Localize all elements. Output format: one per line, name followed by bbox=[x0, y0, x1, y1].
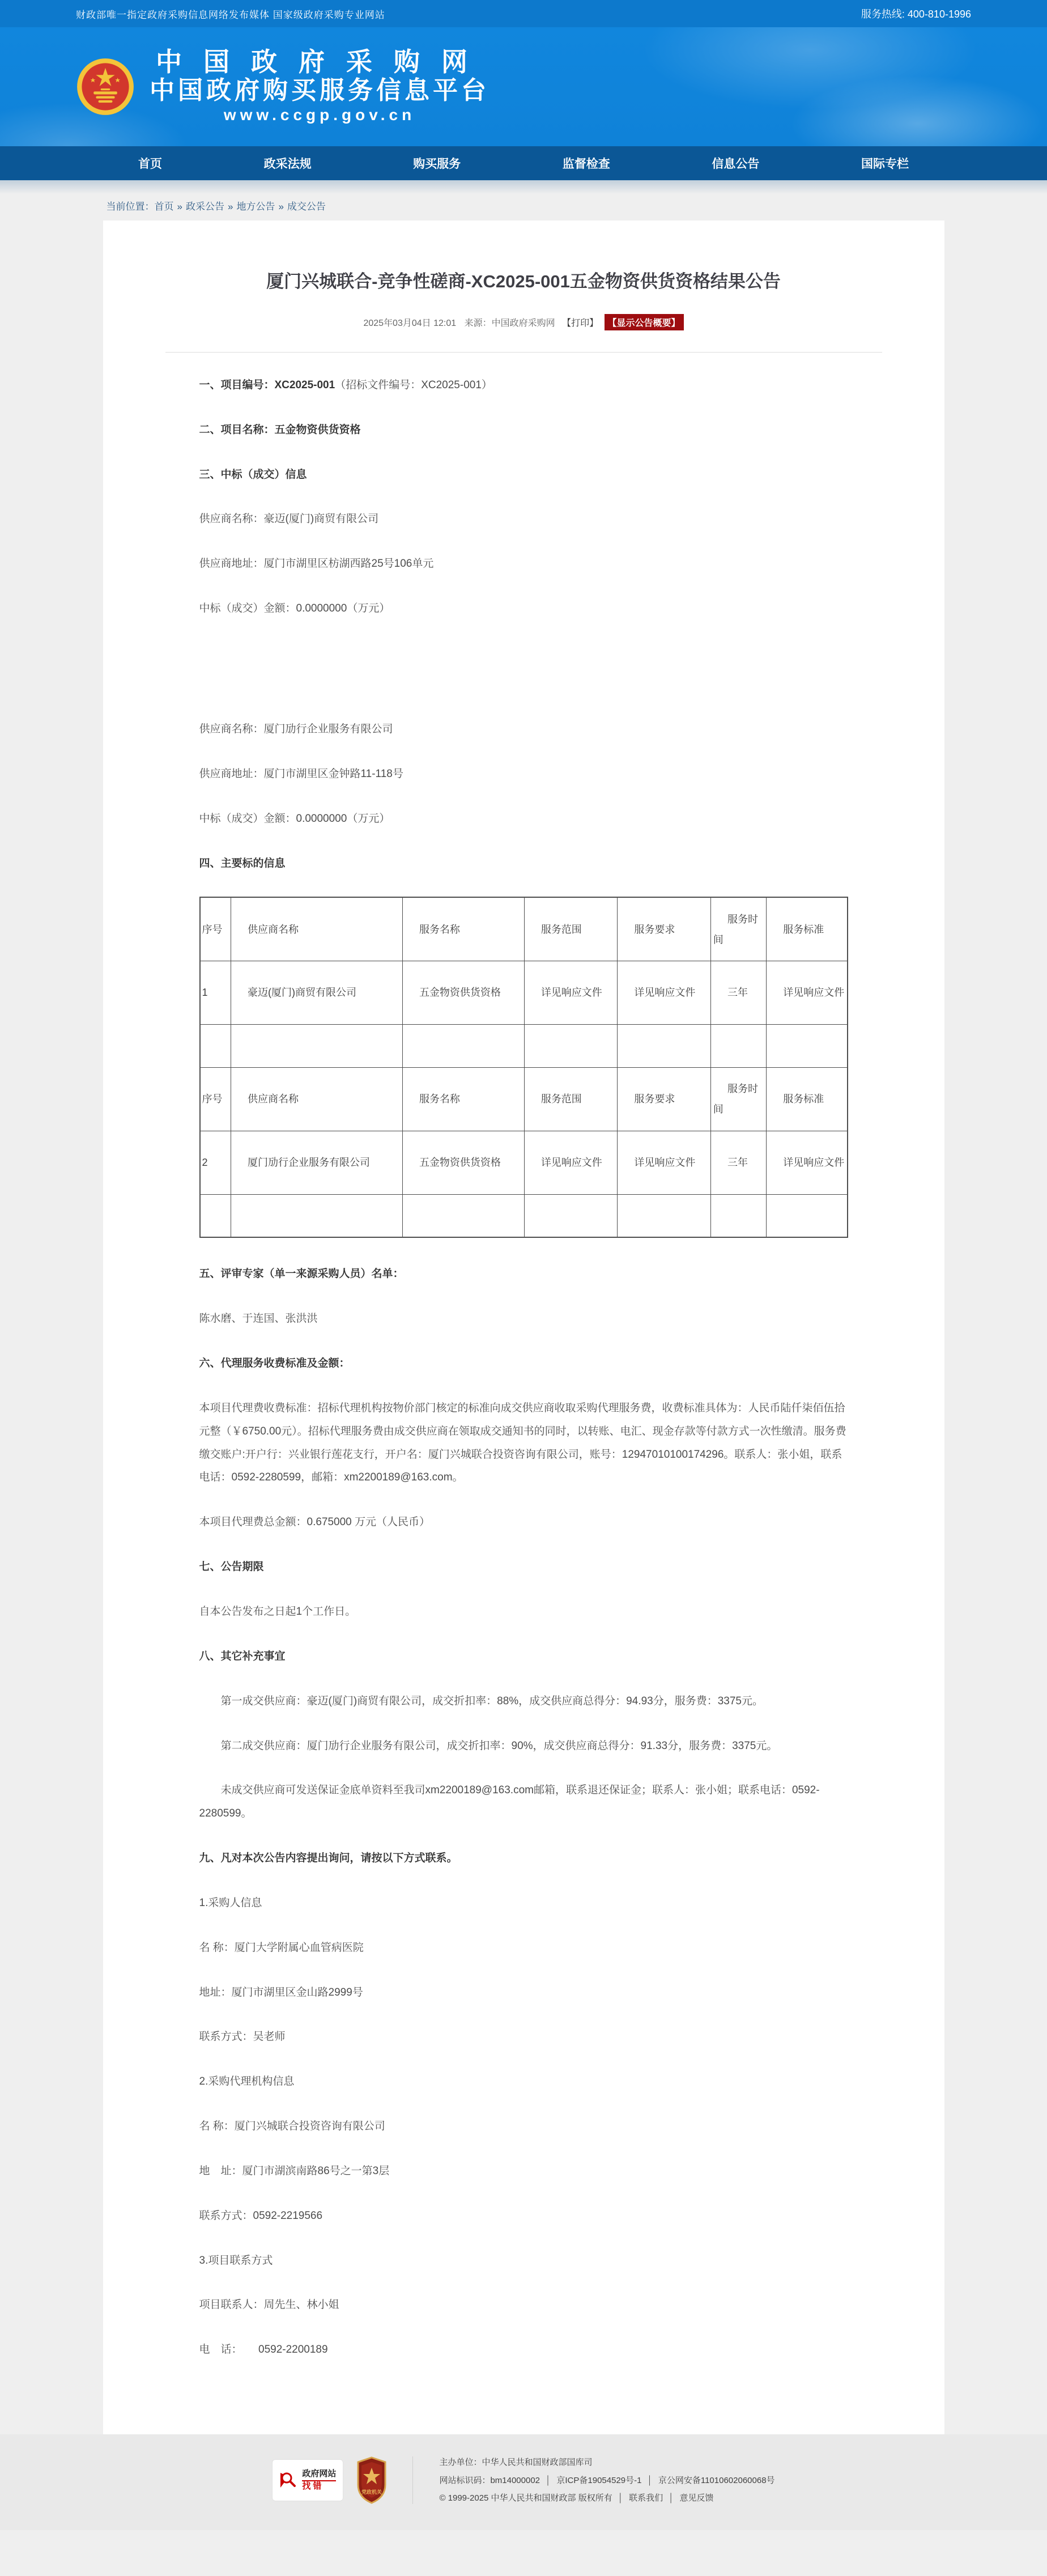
site-slogan: 财政部唯一指定政府采购信息网络发布媒体 国家级政府采购专业网站 bbox=[76, 9, 385, 20]
breadcrumb-item[interactable]: 首页 bbox=[154, 201, 174, 212]
main-nav bbox=[0, 146, 1047, 180]
table-row-data bbox=[200, 961, 848, 1024]
table-cell bbox=[231, 1194, 402, 1237]
content-paragraph: 供应商名称：豪迈(厦门)商贸有限公司 bbox=[199, 513, 379, 525]
nav-item-监督检查[interactable]: 监督检查 bbox=[562, 158, 610, 171]
breadcrumb-separator: » bbox=[177, 201, 182, 212]
article-card bbox=[103, 220, 944, 2434]
content-paragraph: 本项目代理费总金额：0.675000 万元（人民币） bbox=[199, 1516, 431, 1529]
badge-line2: 找错 bbox=[302, 2481, 324, 2492]
page-title: 厦门兴城联合-竞争性磋商-XC2025-001五金物资供货资格结果公告 bbox=[266, 271, 781, 291]
content-paragraph: 供应商地址：厦门市湖里区枋湖西路25号106单元 bbox=[199, 558, 434, 570]
table-cell: 五金物资供货资格 bbox=[402, 1131, 524, 1194]
footer-inner bbox=[184, 2454, 863, 2507]
content-paragraph: 第一成交供应商：豪迈(厦门)商贸有限公司，成交折扣率：88%，成交供应商总得分：94.93分，服务费：3375元。 bbox=[220, 1695, 763, 1707]
content-heading-text: 八、其它补充事宜 bbox=[199, 1650, 286, 1662]
title-divider bbox=[165, 352, 882, 353]
table-cell: 详见响应文件 bbox=[618, 1131, 711, 1194]
breadcrumb-separator: » bbox=[227, 201, 233, 212]
content-paragraph: 联系方式：吴老师 bbox=[199, 2031, 286, 2043]
table-cell: 三年 bbox=[710, 961, 766, 1024]
content-heading-text: 六、代理服务收费标准及金额： bbox=[199, 1357, 350, 1370]
site-logo-text bbox=[150, 48, 490, 126]
footer-text-part: 京公网安备11010602060068号 bbox=[658, 2475, 775, 2485]
table-cell: 详见响应文件 bbox=[524, 961, 618, 1024]
content-paragraph: 自本公告发布之日起1个工作日。 bbox=[199, 1605, 356, 1618]
magnifier-icon bbox=[279, 2471, 299, 2490]
content-paragraph: 供应商地址：厦门市湖里区金钟路11-118号 bbox=[199, 767, 403, 780]
footer-line bbox=[439, 2489, 774, 2507]
nav-item-信息公告[interactable]: 信息公告 bbox=[712, 158, 760, 171]
content-paragraph: 1.采购人信息 bbox=[199, 1896, 262, 1909]
content-heading-text: 三、中标（成交）信息 bbox=[199, 468, 307, 481]
content-heading-text: 四、主要标的信息 bbox=[199, 857, 286, 869]
table-cell: 详见响应文件 bbox=[524, 1131, 618, 1194]
content-heading bbox=[199, 464, 848, 487]
show-summary-button[interactable]: 【显示公告概要】 bbox=[605, 314, 684, 330]
table-cell: 服务范围 bbox=[524, 897, 618, 961]
content-heading-text: 七、公告期限 bbox=[199, 1561, 264, 1573]
breadcrumb-item[interactable]: 地方公告 bbox=[236, 201, 275, 212]
table-cell: 详见响应文件 bbox=[767, 1131, 848, 1194]
content-paragraph: 未成交供应商可发送保证金底单资料至我司xm2200189@163.com邮箱，联系退还保证金；联系人：张小姐；联系电话：0592-2280599。 bbox=[199, 1784, 820, 1820]
table-cell bbox=[231, 1024, 402, 1067]
content-heading-suffix: （招标文件编号：XC2025-001） bbox=[335, 379, 492, 391]
article-meta bbox=[199, 314, 848, 330]
table-cell: 三年 bbox=[710, 1131, 766, 1194]
footer-separator: │ bbox=[669, 2493, 674, 2503]
table-cell: 详见响应文件 bbox=[618, 961, 711, 1024]
table-cell: 供应商名称 bbox=[231, 897, 402, 961]
content-heading bbox=[199, 852, 848, 876]
content-heading bbox=[199, 1847, 848, 1870]
table-cell bbox=[524, 1194, 618, 1237]
table-row-header bbox=[200, 897, 848, 961]
content-heading bbox=[199, 374, 848, 397]
table-cell: 服务名称 bbox=[402, 1067, 524, 1131]
content-heading bbox=[199, 1645, 848, 1669]
banner-inner bbox=[76, 27, 971, 146]
article-source: 来源：中国政府采购网 bbox=[464, 318, 555, 328]
content-paragraph: 电 话： 0592-2200189 bbox=[199, 2344, 328, 2356]
content-paragraph: 3.项目联系方式 bbox=[199, 2254, 273, 2267]
footer-separator: │ bbox=[618, 2493, 624, 2503]
table-row-header bbox=[200, 1067, 848, 1131]
topbar-inner bbox=[76, 0, 971, 27]
table-cell: 序号 bbox=[200, 897, 231, 961]
table-cell bbox=[618, 1194, 711, 1237]
table-cell bbox=[710, 1024, 766, 1067]
content-heading bbox=[199, 1263, 848, 1286]
breadcrumb-separator: » bbox=[278, 201, 284, 212]
content-heading bbox=[199, 1556, 848, 1579]
table-cell: 豪迈(厦门)商贸有限公司 bbox=[231, 961, 402, 1024]
content-paragraph: 陈水磨、于连国、张洪洪 bbox=[199, 1313, 318, 1325]
table-cell: 厦门劢行企业服务有限公司 bbox=[231, 1131, 402, 1194]
content-paragraph: 联系方式：0592-2219566 bbox=[199, 2209, 323, 2222]
site-url: www.ccgp.gov.cn bbox=[223, 106, 416, 124]
table-cell: 五金物资供货资格 bbox=[402, 961, 524, 1024]
nav-items bbox=[121, 146, 926, 180]
publish-datetime: 2025年03月04日 12:01 bbox=[363, 318, 457, 328]
table-cell bbox=[767, 1194, 848, 1237]
nav-item-国际专栏[interactable]: 国际专栏 bbox=[861, 158, 909, 171]
nav-item-政采法规[interactable]: 政采法规 bbox=[263, 158, 312, 171]
content-paragraph: 名 称：厦门大学附属心血管病医院 bbox=[199, 1941, 364, 1954]
footer-text-part: © 1999-2025 中华人民共和国财政部 版权所有 bbox=[439, 2493, 612, 2503]
nav-shadow bbox=[0, 180, 1047, 194]
party-gov-shield-badge[interactable] bbox=[357, 2456, 386, 2504]
service-hotline: 服务热线: 400-810-1996 bbox=[861, 9, 971, 20]
main-bid-table bbox=[199, 897, 848, 1238]
footer-separator: │ bbox=[546, 2475, 551, 2485]
gov-site-error-badge[interactable] bbox=[272, 2459, 343, 2501]
breadcrumb-label: 当前位置： bbox=[106, 201, 155, 212]
table-cell: 服务时间 bbox=[710, 897, 766, 961]
table-cell bbox=[200, 1194, 231, 1237]
page-footer bbox=[0, 2434, 1047, 2530]
table-cell: 1 bbox=[200, 961, 231, 1024]
footer-link[interactable]: 联系我们 bbox=[629, 2493, 663, 2503]
site-banner bbox=[0, 27, 1047, 146]
content-paragraph: 地 址：厦门市湖滨南路86号之一第3层 bbox=[199, 2165, 390, 2177]
table-cell: 服务标准 bbox=[767, 897, 848, 961]
print-button[interactable]: 【打印】 bbox=[562, 318, 599, 328]
table-cell bbox=[402, 1194, 524, 1237]
svg-text:党政机关: 党政机关 bbox=[361, 2489, 382, 2496]
table-cell: 2 bbox=[200, 1131, 231, 1194]
content-heading bbox=[199, 1352, 848, 1376]
table-cell: 服务要求 bbox=[618, 897, 711, 961]
article-content bbox=[199, 374, 848, 2362]
table-cell: 序号 bbox=[200, 1067, 231, 1131]
footer-text-part: 京ICP备19054529号-1 bbox=[556, 2475, 642, 2485]
content-paragraph: 第二成交供应商：厦门劢行企业服务有限公司，成交折扣率：90%，成交供应商总得分：91.33分，服务费：3375元。 bbox=[220, 1739, 778, 1752]
content-paragraph: 本项目代理费收费标准：招标代理机构按物价部门核定的标准向成交供应商收取采购代理服务费，收费标准具体为：人民币陆仟柒佰伍拾元整（￥6750.00元）。招标代理服务费由成交供应商在领取成交通知书的同时，以转账、电汇、现金存款等付款方式一次性缴清。服务费缴交账户:开户行：兴业银行莲花支行，开户名：厦门兴城联合投资咨询有限公司，账号：12947010100174296。联系人：张小姐，联系电话：0592-2280599，邮箱：xm2200189@163.com。 bbox=[199, 1402, 846, 1484]
content-paragraph: 名 称：厦门兴城联合投资咨询有限公司 bbox=[199, 2120, 385, 2133]
breadcrumb-item[interactable]: 政采公告 bbox=[185, 201, 224, 212]
gov-site-error-badge-text bbox=[302, 2469, 336, 2493]
content-heading-text: 二、项目名称：五金物资供货资格 bbox=[199, 423, 361, 436]
national-emblem-icon bbox=[76, 57, 135, 116]
content-heading bbox=[199, 419, 848, 442]
content-paragraph: 项目联系人：周先生、林小姐 bbox=[199, 2299, 339, 2311]
table-row-empty bbox=[200, 1194, 848, 1237]
topbar bbox=[0, 0, 1047, 27]
content-spacer bbox=[199, 642, 848, 697]
content-heading-text: 五、评审专家（单一来源采购人员）名单： bbox=[199, 1268, 404, 1280]
footer-separator: │ bbox=[647, 2475, 653, 2485]
table-cell bbox=[524, 1024, 618, 1067]
content-paragraph: 地址：厦门市湖里区金山路2999号 bbox=[199, 1986, 363, 1998]
table-cell bbox=[402, 1024, 524, 1067]
site-name: 中国政府采购网 bbox=[156, 47, 489, 77]
site-subtitle: 中国政府购买服务信息平台 bbox=[150, 76, 490, 104]
footer-line bbox=[439, 2472, 774, 2490]
breadcrumb bbox=[103, 194, 944, 220]
breadcrumb-item: 成交公告 bbox=[287, 201, 326, 212]
footer-badges bbox=[272, 2456, 413, 2504]
table-cell: 服务标准 bbox=[767, 1067, 848, 1131]
nav-item-首页[interactable]: 首页 bbox=[138, 158, 162, 171]
footer-text-part: 网站标识码：bm14000002 bbox=[439, 2475, 540, 2485]
content-paragraph: 供应商名称：厦门劢行企业服务有限公司 bbox=[199, 723, 393, 735]
content-paragraph: 中标（成交）金额：0.0000000（万元） bbox=[199, 602, 390, 615]
content-heading-text: 一、项目编号：XC2025-001 bbox=[199, 379, 335, 391]
table-cell: 服务名称 bbox=[402, 897, 524, 961]
footer-text bbox=[413, 2454, 774, 2507]
table-cell bbox=[618, 1024, 711, 1067]
table-row-data bbox=[200, 1131, 848, 1194]
table-cell: 服务范围 bbox=[524, 1067, 618, 1131]
table-cell: 供应商名称 bbox=[231, 1067, 402, 1131]
badge-line1: 政府网站 bbox=[302, 2469, 336, 2482]
content-paragraph: 2.采购代理机构信息 bbox=[199, 2076, 295, 2088]
nav-item-购买服务[interactable]: 购买服务 bbox=[413, 158, 461, 171]
content-heading-text: 九、凡对本次公告内容提出询问，请按以下方式联系。 bbox=[199, 1852, 458, 1865]
table-cell bbox=[710, 1194, 766, 1237]
footer-link[interactable]: 意见反馈 bbox=[679, 2493, 714, 2503]
table-cell: 详见响应文件 bbox=[767, 961, 848, 1024]
table-cell: 服务时间 bbox=[710, 1067, 766, 1131]
table-cell bbox=[200, 1024, 231, 1067]
table-cell: 服务要求 bbox=[618, 1067, 711, 1131]
content-paragraph: 中标（成交）金额：0.0000000（万元） bbox=[199, 812, 390, 825]
footer-line bbox=[439, 2454, 774, 2472]
table-row-empty bbox=[200, 1024, 848, 1067]
table-cell bbox=[767, 1024, 848, 1067]
footer-text-part: 主办单位：中华人民共和国财政部国库司 bbox=[439, 2458, 593, 2468]
